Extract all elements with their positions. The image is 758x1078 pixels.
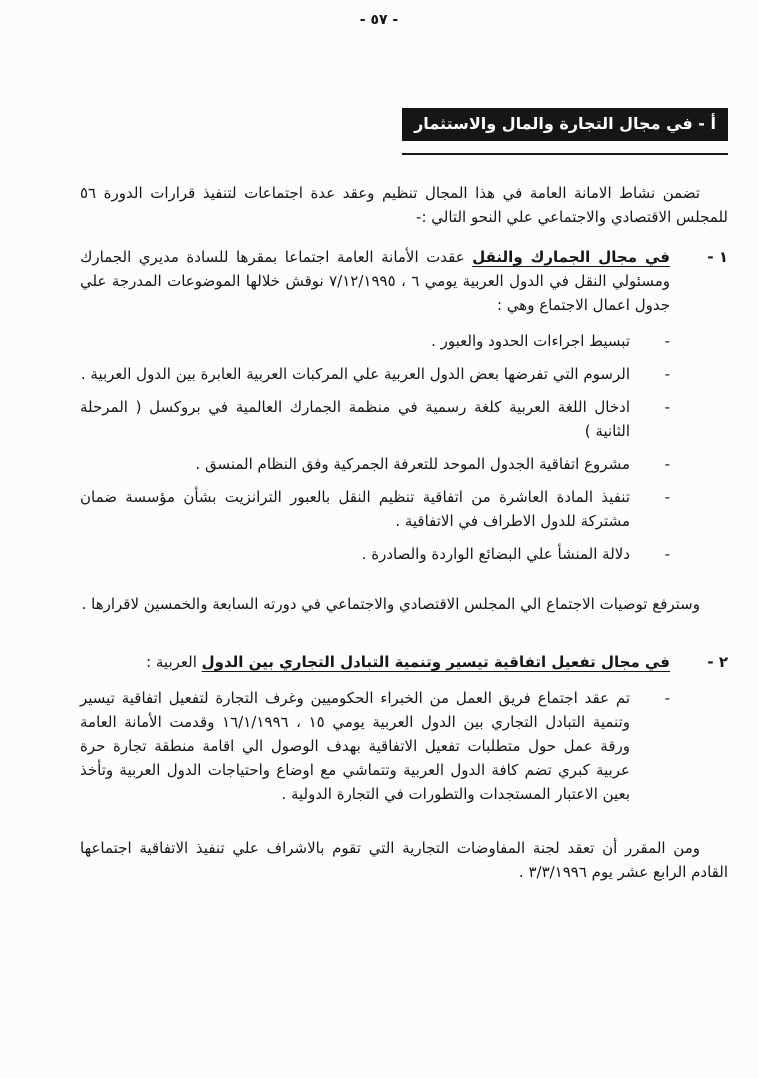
numbered-item-1: [80, 245, 728, 317]
bullet-dash: -: [664, 689, 670, 707]
item-2-lead-tail: العربية :: [146, 653, 202, 671]
footer-paragraph: ومن المقرر أن تعقد لجنة المفاوضات التجارية التي تقوم بالاشراف علي تنفيذ الاتفاقية اجتماعها القادم الرابع عشر يوم ٣/٣/١٩٩٦ .: [80, 839, 728, 881]
item-2-bullet-list: [80, 686, 670, 806]
item-1-text: [80, 245, 670, 317]
list-item: [80, 452, 670, 476]
bullet-text: تبسيط اجراءات الحدود والعبور .: [431, 332, 630, 350]
bullet-text: الرسوم التي تفرضها بعض الدول العربية علي المركبات العربية العابرة بين الدول العربية .: [80, 365, 630, 383]
item-1-lead: في مجال الجمارك والنقل: [472, 248, 670, 266]
bullet-text: تنفيذ المادة العاشرة من اتفاقية تنظيم النقل بالعبور الترانزيت بشأن مؤسسة ضمان مشتركة للدول الاطراف في الاتفاقية .: [80, 488, 630, 530]
item-1-marker: ١ -: [707, 248, 728, 266]
item-2-marker: ٢ -: [707, 653, 728, 671]
bullet-text: تم عقد اجتماع فريق العمل من الخبراء الحكوميين وغرف التجارة لتفعيل اتفاقية تيسير وتنمية التبادل التجاري بين الدول العربية يومي ١٥ ، ١٦/١/١٩٩٦ وقدمت الأمانة العامة ورقة عمل حول متطلبات تفعيل الاتفاقية بهدف الوصول الي اقامة منطقة تجارة حرة عربية كبري تضم كافة الدول العربية وتتماشي مع اوضاع واحتياجات الدول العربية وتأخذ بعين الاعتبار المستجدات والتطورات في التجارة الدولية .: [80, 689, 630, 803]
item-1-closing-paragraph: وسترفع توصيات الاجتماع الي المجلس الاقتصادي والاجتماعي في دورته السابعة والخمسين لاقرارها .: [81, 595, 700, 613]
list-item: [80, 542, 670, 566]
list-item: [80, 686, 670, 806]
bullet-text: مشروع اتفاقية الجدول الموحد للتعرفة الجمركية وفق النظام المنسق .: [195, 455, 630, 473]
bullet-dash: -: [664, 545, 670, 563]
bullet-dash: -: [664, 365, 670, 383]
section-a-title: أ - في مجال التجارة والمال والاستثمار: [402, 108, 728, 141]
item-2-text: [80, 650, 670, 674]
list-item: [80, 395, 670, 443]
bullet-dash: -: [664, 488, 670, 506]
heading-underline: [402, 153, 728, 155]
bullet-dash: -: [664, 398, 670, 416]
bullet-dash: -: [664, 332, 670, 350]
bullet-text: دلالة المنشأ علي البضائع الواردة والصادرة .: [361, 545, 630, 563]
list-item: [80, 362, 670, 386]
bullet-text: ادخال اللغة العربية كلغة رسمية في منظمة الجمارك العالمية في بروكسل ( المرحلة الثانية ): [80, 398, 630, 440]
page-number: - ٥٧ -: [359, 12, 399, 28]
intro-paragraph: تضمن نشاط الامانة العامة في هذا المجال تنظيم وعقد عدة اجتماعات لتنفيذ قرارات الدورة ٥٦ للمجلس الاقتصادي والاجتماعي علي النحو التالي :-: [80, 184, 728, 226]
numbered-item-2: [80, 650, 728, 674]
item-2-lead: في مجال تفعيل اتفاقية تيسير وتنمية التبادل التجاري بين الدول: [201, 653, 670, 671]
item-1-bullet-list: [80, 329, 670, 566]
list-item: [80, 329, 670, 353]
section-a-header: [402, 108, 728, 155]
list-item: [80, 485, 670, 533]
item-1-body: عقدت الأمانة العامة اجتماعا بمقرها للسادة مديري الجمارك ومسئولي النقل في الدول العربية يومي ٦ ، ٧/١٢/١٩٩٥ نوقش خلالها الموضوعات المدرجة علي جدول اعمال الاجتماع وهي :: [80, 248, 670, 314]
bullet-dash: -: [664, 455, 670, 473]
